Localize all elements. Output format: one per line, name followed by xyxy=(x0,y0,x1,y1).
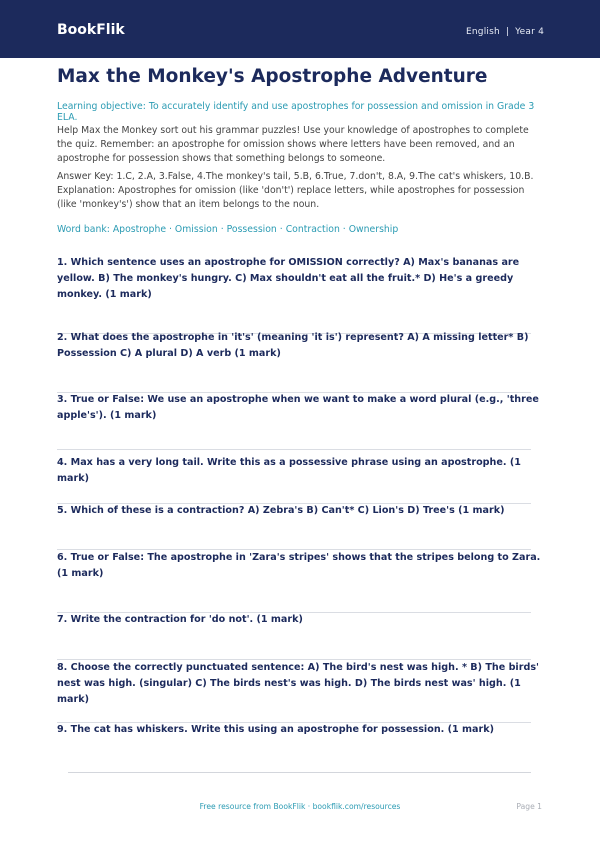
question-9: 9. The cat has whiskers. Write this using an apostrophe for possession. (1 mark) xyxy=(57,724,494,735)
page-title: Max the Monkey's Apostrophe Adventure xyxy=(57,66,488,87)
footer-divider xyxy=(68,772,531,773)
page-header xyxy=(0,0,600,58)
question-4: 4. Max has a very long tail. Write this as a possessive phrase using an apostrophe. (1 mark) xyxy=(57,457,521,484)
year-label: Year 4 xyxy=(515,27,544,37)
language-label: English xyxy=(466,27,500,37)
meta-separator: | xyxy=(505,27,510,37)
answer-line-3 xyxy=(57,449,531,450)
page-number: Page 1 xyxy=(516,802,542,811)
footer-resource-link[interactable]: Free resource from BookFlik · bookflik.com/resources xyxy=(199,802,401,811)
header-meta xyxy=(466,27,544,37)
intro-paragraph: Help Max the Monkey sort out his grammar puzzles! Use your knowledge of apostrophes to complete the quiz. Remember: an apostrophe for omission shows where letters have been removed, and an apostrophe for possession shows that something belongs to someone. xyxy=(57,125,529,164)
question-7: 7. Write the contraction for 'do not'. (1 mark) xyxy=(57,614,303,625)
question-3: 3. True or False: We use an apostrophe when we want to make a word plural (e.g., 'three apple's'). (1 mark) xyxy=(57,394,539,421)
brand-logo-text[interactable]: BookFlik xyxy=(57,22,125,38)
learning-objective: Learning objective: To accurately identify and use apostrophes for possession and omission in Grade 3 ELA. xyxy=(57,101,535,123)
question-5: 5. Which of these is a contraction? A) Zebra's B) Can't* C) Lion's D) Tree's (1 mark) xyxy=(57,505,505,516)
question-1: 1. Which sentence uses an apostrophe for OMISSION correctly? A) Max's bananas are yellow. B) The monkey's hungry. C) Max shouldn't eat all the fruit.* D) He's a greedy monkey. (1 mark) xyxy=(57,257,520,300)
question-8: 8. Choose the correctly punctuated sentence: A) The bird's nest was high. * B) The birds' nest was high. (singular) C) The birds nest's was high. D) The birds nest was' high. (1 mark) xyxy=(57,662,539,705)
word-bank: Word bank: Apostrophe · Omission · Possession · Contraction · Ownership xyxy=(57,224,399,235)
question-2: 2. What does the apostrophe in 'it's' (meaning 'it is') represent? A) A missing letter* B) Possession C) A plural D) A verb (1 mark) xyxy=(57,332,529,359)
question-6: 6. True or False: The apostrophe in 'Zara's stripes' shows that the stripes belong to Zara. (1 mark) xyxy=(57,552,541,579)
answer-key: Answer Key: 1.C, 2.A, 3.False, 4.The monkey's tail, 5.B, 6.True, 7.don't, 8.A, 9.The cat's whiskers, 10.B. Explanation: Apostrophes for omission (like 'don't') replace letters, while apostrophes for possession (like 'monkey's') show that an item belongs to the noun. xyxy=(57,171,534,210)
